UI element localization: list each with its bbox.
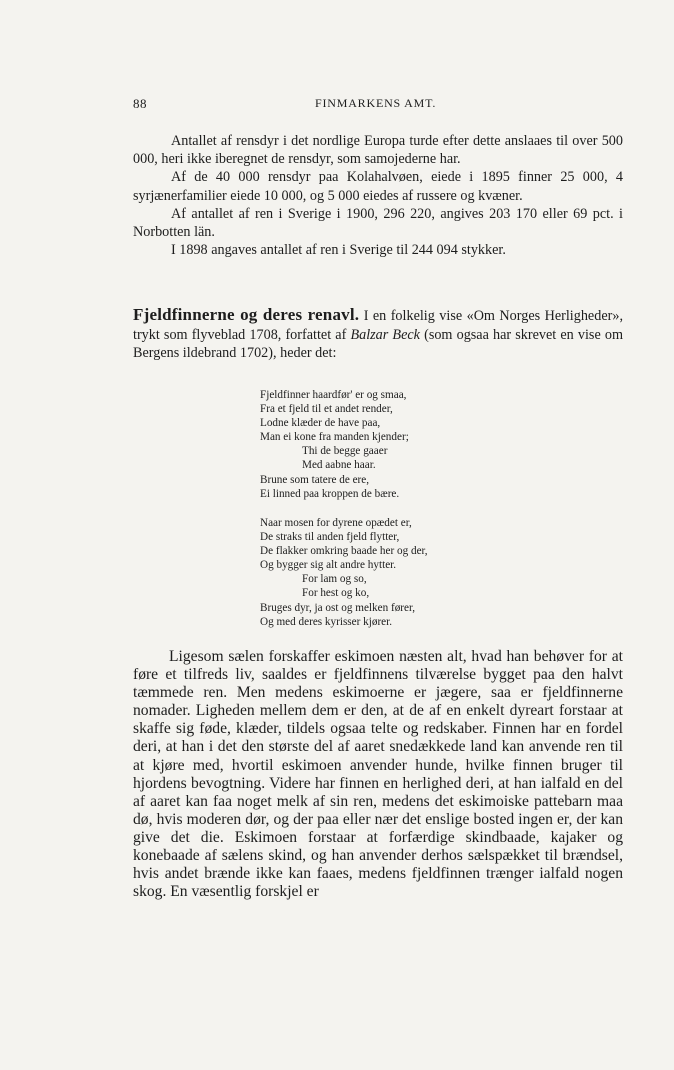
poem-line: Brune som tatere de ere, bbox=[260, 473, 370, 486]
poem-line: Bruges dyr, ja ost og melken fører, bbox=[260, 601, 416, 614]
poem-line: Man ei kone fra manden kjender; bbox=[260, 431, 409, 444]
intro-paragraph: I 1898 angaves antallet af ren i Sverige til 244 094 stykker. bbox=[171, 242, 506, 259]
poem-line: Med aabne haar. bbox=[302, 459, 376, 472]
poem-line: Og bygger sig alt andre hytter. bbox=[260, 559, 397, 572]
intro-paragraph: Antallet af rensdyr i det nordlige Europa turde efter dette anslaaes til over 500 000, heri ikke iberegnet de rensdyr, som samojederne har. bbox=[133, 133, 623, 168]
poem-line: Naar mosen for dyrene opædet er, bbox=[260, 517, 412, 529]
intro-statistics bbox=[133, 132, 623, 259]
section-title: Fjeldfinnerne og deres renavl. bbox=[133, 305, 360, 324]
page-number: 88 bbox=[133, 96, 147, 111]
section-fjeldfinnerne bbox=[133, 306, 623, 363]
poem-stanza-1 bbox=[260, 388, 560, 501]
poem-line: Fra et fjeld til et andet render, bbox=[260, 403, 393, 416]
poem-line: For lam og so, bbox=[302, 573, 367, 586]
poem-line: For hest og ko, bbox=[302, 587, 370, 600]
section-lead bbox=[133, 306, 623, 363]
poem-line: Ei linned paa kroppen de bære. bbox=[260, 487, 400, 500]
running-head: FINMARKENS AMT. bbox=[315, 96, 437, 110]
section-lead-text: I en folkelig vise «Om Norges Herligheder», trykt som flyveblad 1708, forfattet af Balzar Beck (som ogsaa har skrevet en vise om Bergens ildebrand 1702), heder det: bbox=[133, 308, 624, 362]
page-header bbox=[133, 96, 623, 114]
poem-line: Og med deres kyrisser kjører. bbox=[260, 615, 393, 628]
body-paragraph: Ligesom sælen forskaffer eskimoen næsten alt, hvad han behøver for at føre et tilfreds liv, saaldes er fjeldfinnens tilværelse bygget paa den halvt tæmmede ren. Men medens eskimoerne er jægere, saa er fjeldfinnerne nomader. Ligheden mellem dem er den, at de af en enkelt dyreart forstaar at skaffe sig føde, klæder, tildels ogsaa telte og redskaber. Finnen har en fordel deri, at han i det den største del af aaret snedækkede land kan anvende ren til at kjøre med, hvortil eskimoen anvender hunde, hvilke finnen bruger til hjordens bevogtning. Videre har finnen en herlighed deri, at han ialfald en del af aaret kan faa noget melk af sin ren, medens det eskimoiske pattebarn maa dø, hvis moderen dør, og der paa eller nær det enslige bosted ingen er, der kan give det die. Eskimoen forstaar at forfærdige skindbaade, kajaker og konebaade af sælens skind, og han anvender derhos sælspækket til brændsel, hvis andet brænde ikke kan faaes, medens fjeldfinnen trænger ialfald nogen skog. En væsentlig forskjel er bbox=[133, 648, 623, 901]
author-name: Balzar Beck bbox=[350, 326, 420, 343]
poem-line: Lodne klæder de have paa, bbox=[260, 417, 381, 430]
main-text bbox=[133, 648, 623, 901]
intro-paragraph: Af antallet af ren i Sverige i 1900, 296 220, angives 203 170 eller 69 pct. i Norbotten län. bbox=[133, 205, 623, 241]
poem-line: Fjeldfinner haardfør' er og smaa, bbox=[260, 389, 407, 401]
poem-line: De flakker omkring baade her og der, bbox=[260, 545, 428, 558]
intro-paragraph: Af de 40 000 rensdyr paa Kolahalvøen, eiede i 1895 finner 25 000, 4 syrjænerfamilier eiede 10 000, og 5 000 eiedes af russere og kvæner. bbox=[133, 169, 623, 204]
poem-line: De straks til anden fjeld flytter, bbox=[260, 531, 400, 544]
poem-stanza-2 bbox=[260, 516, 560, 629]
poem-line: Thi de begge gaaer bbox=[302, 445, 388, 458]
